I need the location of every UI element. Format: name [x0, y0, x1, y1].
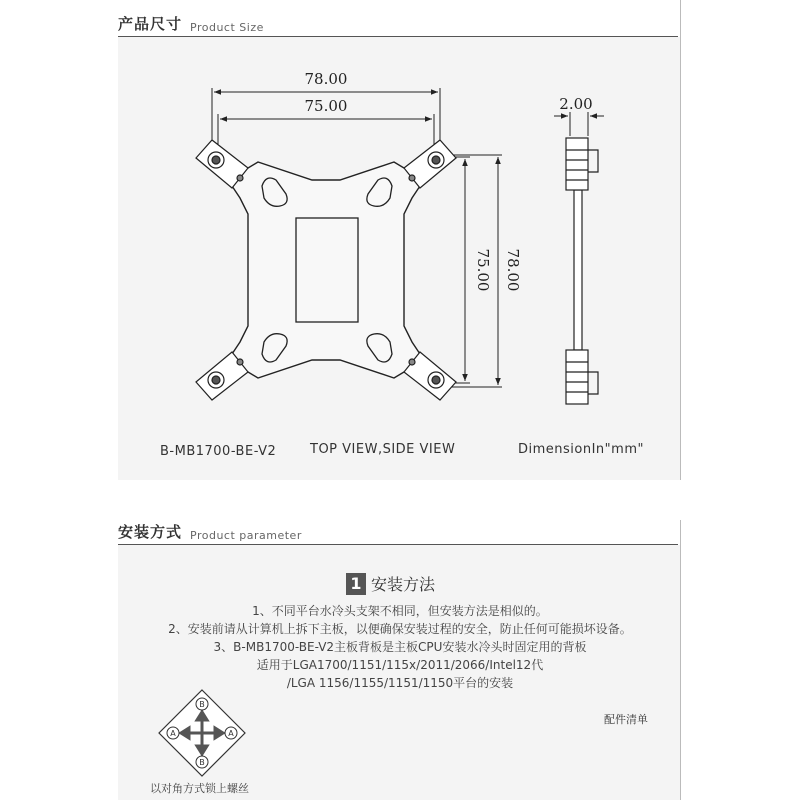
install-line: /LGA 1156/1155/1151/1150平台的安装	[286, 676, 514, 690]
views-caption: TOP VIEW,SIDE VIEW	[310, 442, 456, 457]
corner-mount-bottom-left	[196, 352, 248, 400]
section-title-cn: 产品尺寸	[118, 15, 183, 33]
install-line: 2、安装前请从计算机上拆下主板，以便确保安装过程的安全，防止任何可能损坏设备。	[168, 622, 632, 636]
section-title-en: Product parameter	[190, 529, 302, 542]
thickness-dimension	[554, 112, 604, 136]
section-title-en: Product Size	[190, 21, 264, 34]
tightening-diagram	[157, 688, 247, 778]
install-line: 1、不同平台水冷头支架不相同，但安装方法是相似的。	[252, 604, 548, 618]
screw-label-b-bottom: B	[199, 758, 205, 767]
thickness-label: 2.00	[559, 95, 593, 113]
backplate-outline	[228, 162, 424, 378]
corner-mount-top-right	[404, 140, 456, 188]
width-dimension-75	[218, 114, 434, 156]
step-number-badge: 1	[346, 573, 366, 595]
corner-mount-bottom-right	[404, 352, 456, 400]
install-line: 适用于LGA1700/1151/115x/2011/2066/Intel12代	[256, 658, 544, 672]
screw-label-a-left: A	[170, 729, 176, 738]
height-dimension-75	[440, 157, 470, 383]
height-inner-label: 75.00	[474, 248, 492, 292]
side-view-drawing	[566, 138, 598, 404]
corner-mount-top-left	[196, 140, 248, 188]
screw-label-a-right: A	[228, 729, 234, 738]
accessories-label: 配件清单	[604, 713, 648, 726]
diagonal-tightening-caption: 以对角方式锁上螺丝	[150, 782, 249, 795]
install-title	[346, 572, 435, 595]
width-inner-label: 75.00	[304, 97, 348, 115]
section-title-cn: 安装方式	[118, 523, 183, 541]
install-line: 3、B-MB1700-BE-V2主板背板是主板CPU安装水冷头时固定用的背板	[213, 640, 587, 654]
width-outer-label: 78.00	[304, 70, 348, 88]
install-title-text: 安装方法	[371, 575, 436, 594]
model-caption: B-MB1700-BE-V2	[160, 444, 277, 459]
section-header-product-parameter	[118, 516, 302, 542]
dimension-caption: DimensionIn"mm"	[518, 442, 644, 457]
height-outer-label: 78.00	[504, 248, 522, 292]
screw-label-b-top: B	[199, 700, 205, 709]
